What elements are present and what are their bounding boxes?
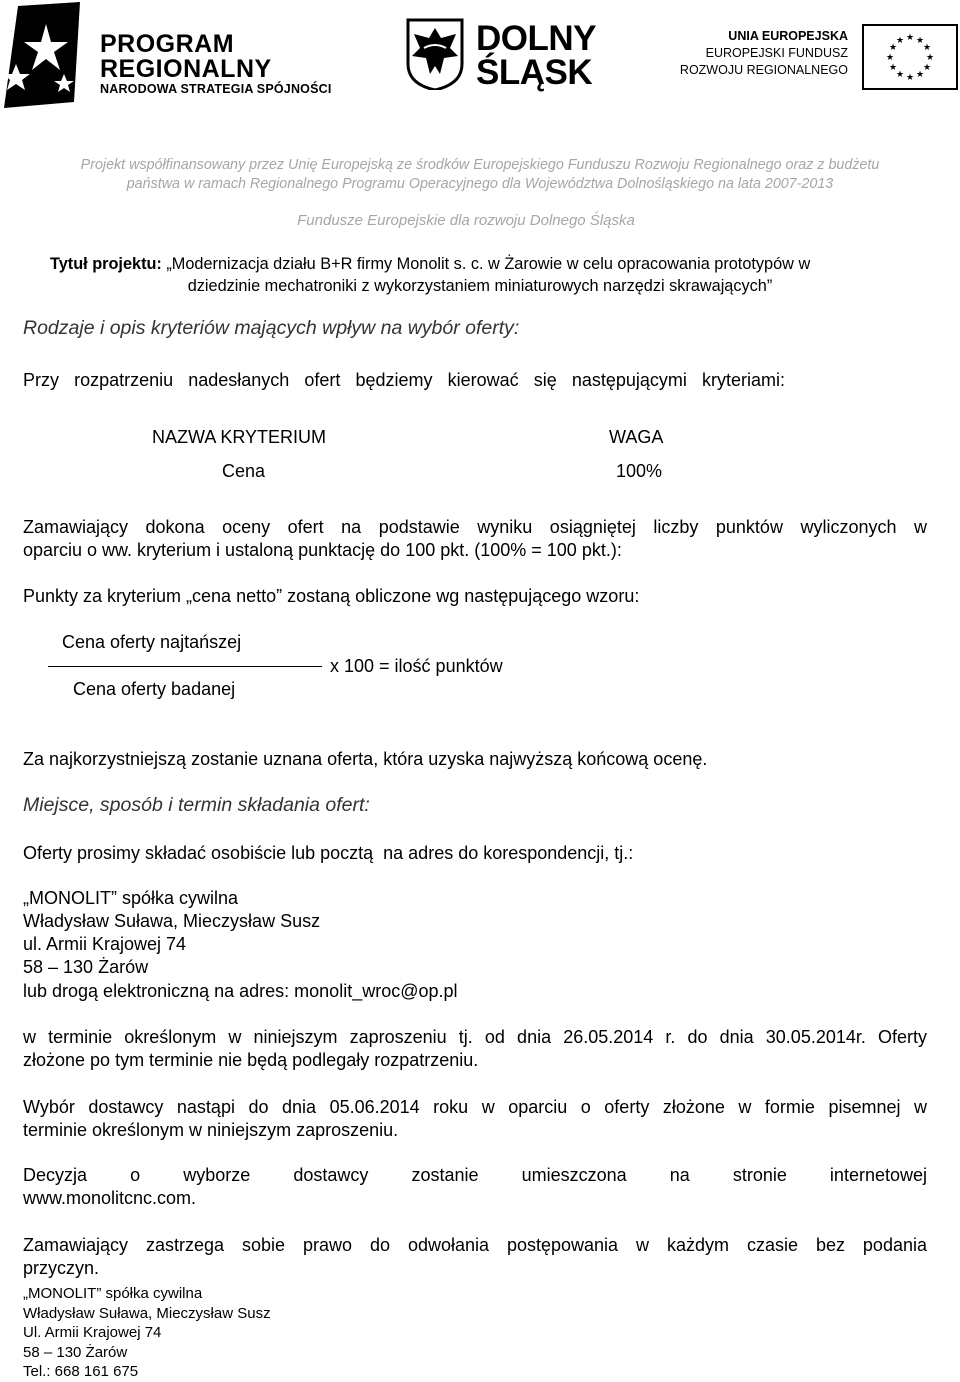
eu-flag-icon: [862, 24, 958, 90]
eu-logo-line3: ROZWOJU REGIONALNEGO: [679, 63, 848, 77]
address-line-company: „MONOLIT” spółka cywilna: [23, 888, 239, 908]
address-line-email: lub drogą elektroniczną na adres: monolit_wroc@op.pl: [23, 981, 458, 1001]
footer-line-phone: Tel.: 668 161 675: [23, 1363, 139, 1380]
selection-line-1: Wybór dostawcy nastąpi do dnia 05.06.2014 roku w oparciu o oferty złożone w formie pisemnej w: [23, 1097, 927, 1117]
svg-text:★: ★: [905, 33, 915, 43]
svg-text:★: ★: [925, 53, 935, 63]
footer-line-city: 58 – 130 Żarów: [23, 1343, 128, 1361]
svg-text:★: ★: [885, 53, 895, 63]
program-logo-line2: REGIONALNY: [100, 55, 272, 83]
svg-text:★: ★: [905, 73, 915, 83]
evaluation-line-1: Zamawiający dokona oceny ofert na podstawie wyniku osiągniętej liczby punktów wyliczonych w: [23, 517, 927, 537]
address-line-street: ul. Armii Krajowej 74: [23, 934, 187, 954]
svg-text:★: ★: [895, 70, 905, 80]
deadline-line-2: złożone po tym terminie nie będą podlegały rozpatrzeniu.: [23, 1050, 479, 1070]
formula-result: x 100 = ilość punktów: [330, 656, 503, 676]
address-line-city: 58 – 130 Żarów: [23, 957, 149, 977]
eu-logo-line1: UNIA EUROPEJSKA: [728, 29, 848, 43]
eu-logo-line2: EUROPEJSKI FUNDUSZ: [705, 46, 848, 60]
svg-text:★: ★: [915, 70, 925, 80]
reservation-line-1: Zamawiający zastrzega sobie prawo do odwołania postępowania w każdym czasie bez podania: [23, 1235, 927, 1255]
selection-line-2: terminie określonym w niniejszym zaproszeniu.: [23, 1120, 399, 1140]
footer-contact-block: [23, 1284, 271, 1382]
cofinancing-line-1: Projekt współfinansowany przez Unię Europejską ze środków Europejskiego Funduszu Rozwoju Regionalnego oraz z budżetu: [80, 157, 880, 173]
reservation-line-2: przyczyn.: [23, 1258, 100, 1278]
criteria-row-name: Cena: [222, 461, 266, 481]
winner-rule: Za najkorzystniejszą zostanie uznana oferta, która uzyska najwyższą końcową ocenę.: [23, 749, 708, 769]
formula-fraction-line: [48, 666, 322, 667]
eagle-coat-of-arms-icon: [406, 18, 464, 90]
criteria-table-header-name: NAZWA KRYTERIUM: [152, 427, 327, 447]
svg-text:★: ★: [922, 63, 932, 73]
cofinancing-line-2: państwa w ramach Regionalnego Programu Operacyjnego dla Województwa Dolnośląskiego na lata 2007-2013: [126, 176, 834, 192]
svg-text:★: ★: [895, 36, 905, 46]
criteria-table-header-weight: WAGA: [609, 427, 664, 447]
footer-line-company: „MONOLIT” spółka cywilna: [23, 1285, 203, 1302]
formula-numerator: Cena oferty najtańszej: [62, 632, 242, 652]
footer-line-owners: Władysław Suława, Mieczysław Susz: [23, 1304, 271, 1322]
program-regionalny-logo: [4, 2, 334, 110]
project-title-text: „Modernizacja działu B+R firmy Monolit s. c. w Żarowie w celu opracowania prototypów w: [166, 255, 811, 273]
svg-text:★: ★: [888, 63, 898, 73]
footer-line-street: Ul. Armii Krajowej 74: [23, 1324, 162, 1341]
program-logo-line1: PROGRAM: [100, 30, 235, 58]
eu-logo: [650, 24, 958, 94]
funds-slogan: Fundusze Europejskie dla rozwoju Dolnego Śląska: [297, 212, 635, 229]
formula-intro: Punkty za kryterium „cena netto” zostaną obliczone wg następującego wzoru:: [23, 586, 640, 606]
svg-text:★: ★: [922, 43, 932, 53]
submission-intro: Oferty prosimy składać osobiście lub pocztą na adres do korespondencji, tj.:: [23, 843, 634, 863]
deadline-line-1: w terminie określonym w niniejszym zaproszeniu tj. od dnia 26.05.2014 r. do dnia 30.05.2014r. Oferty: [23, 1027, 927, 1047]
program-logo-subtitle: NARODOWA STRATEGIA SPÓJNOŚCI: [100, 82, 332, 96]
criteria-heading: Rodzaje i opis kryteriów mających wpływ na wybór oferty:: [23, 317, 520, 339]
project-title-label: Tytuł projektu:: [50, 255, 162, 273]
dolny-slask-line1: DOLNY: [476, 19, 596, 58]
svg-text:★: ★: [888, 43, 898, 53]
criteria-intro: Przy rozpatrzeniu nadesłanych ofert będziemy kierować się następującymi kryteriami:: [23, 370, 785, 390]
evaluation-line-2: oparciu o ww. kryterium i ustaloną punktację do 100 pkt. (100% = 100 pkt.):: [23, 540, 622, 560]
dolny-slask-line2: ŚLĄSK: [476, 53, 593, 92]
submission-heading: Miejsce, sposób i termin składania ofert:: [23, 794, 370, 816]
project-title-line-2: dziedzinie mechatroniki z wykorzystaniem miniaturowych narzędzi skrawających”: [187, 277, 773, 295]
svg-text:★: ★: [915, 36, 925, 46]
formula-denominator: Cena oferty badanej: [73, 679, 236, 699]
program-regionalny-emblem-icon: [4, 2, 96, 108]
address-line-owners: Władysław Suława, Mieczysław Susz: [23, 911, 321, 931]
dolny-slask-logo: [406, 18, 606, 94]
publication-line-2: www.monolitcnc.com.: [23, 1188, 197, 1208]
publication-line-1: Decyzja o wyborze dostawcy zostanie umieszczona na stronie internetowej: [23, 1165, 927, 1185]
criteria-row-weight: 100%: [616, 461, 663, 481]
project-title-line-1: [50, 254, 810, 275]
